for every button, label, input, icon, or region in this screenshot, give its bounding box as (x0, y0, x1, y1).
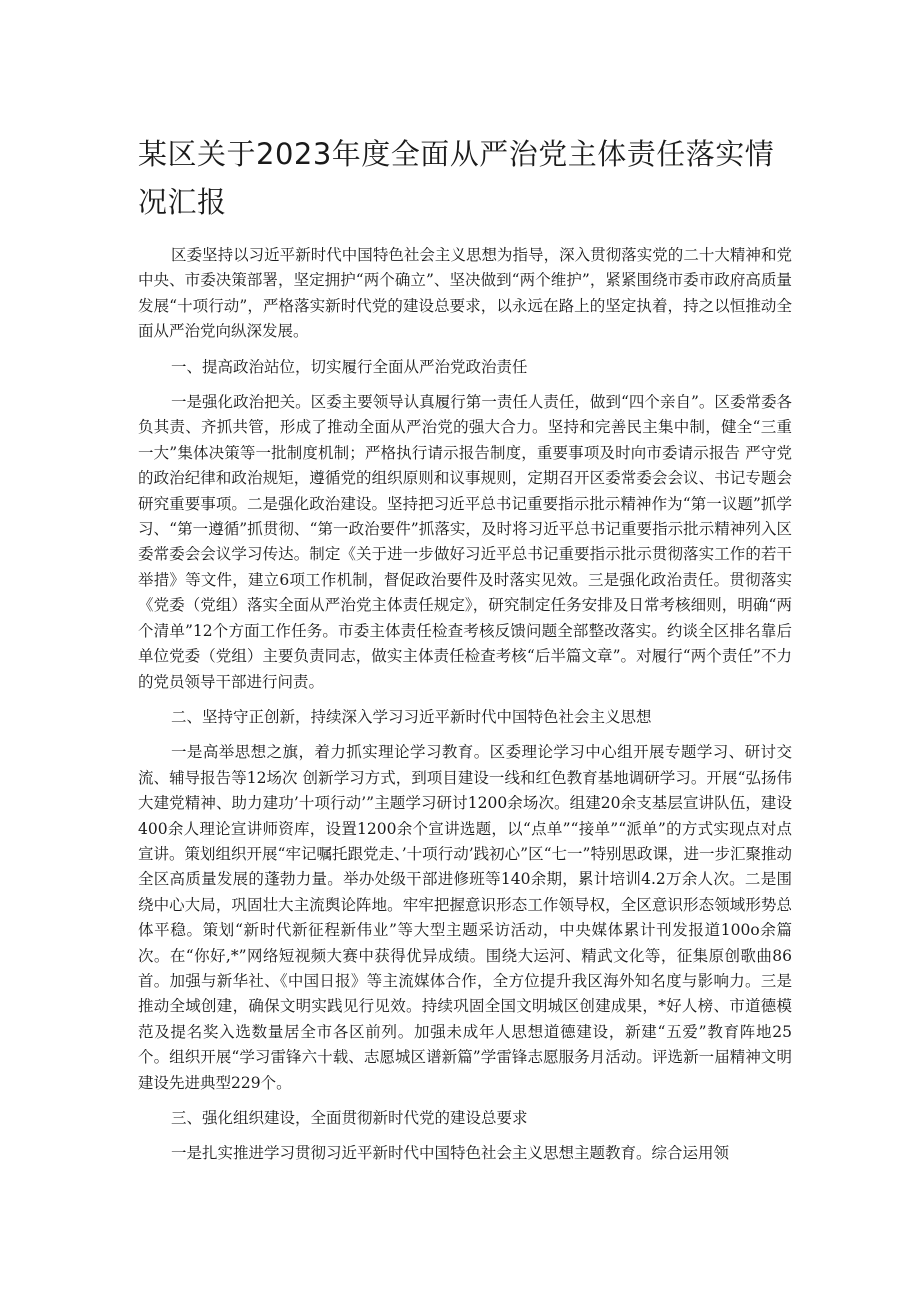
section-heading-2: 二、坚持守正创新，持续深入学习习近平新时代中国特色社会主义思想 (171, 707, 652, 726)
document-body (138, 243, 792, 1177)
intro-paragraph: 区委坚持以习近平新时代中国特色社会主义思想为指导，深入贯彻落实党的二十大精神和党中央、市委决策部署，坚定拥护“两个确立”、坚决做到“两个维护”，紧紧围绕市委市政府高质量发展“十项行动”，严格落实新时代党的建设总要求，以永远在路上的坚定执着，持之以恒推动全面从严治党向纵深发展。 (138, 246, 792, 341)
section-1-paragraph: 一是强化政治把关。区委主要领导认真履行第一责任人责任，做到“四个亲自”。区委常委各负其责、齐抓共管，形成了推动全面从严治党的强大合力。坚持和完善民主集中制，健全“三重一大”集体决策等一批制度机制；严格执行请示报告制度，重要事项及时向市委请示报告 严守党的政治纪律和政治规矩，遵循党的组织原则和议事规则，定期召开区委常委会会议、书记专题会研究重要事项。二是强化政治建设。坚持把习近平总书记重要指示批示精神作为“第一议题”抓学习、“第一遵循”抓贯彻、“第一政治要件”抓落实，及时将习近平总书记重要指示批示精神列入区委常委会会议学习传达。制定《关于进一步做好习近平总书记重要指示批示贯彻落实工作的若干举措》等文件，建立6项工作机制，督促政治要件及时落实见效。三是强化政治责任。贯彻落实《党委（党组）落实全面从严治党主体责任规定》，研究制定任务安排及日常考核细则，明确“两个清单”12个方面工作任务。市委主体责任检查考核反馈问题全部整改落实。约谈全区排名靠后单位党委（党组）主要负责同志，做实主体责任检查考核“后半篇文章”。对履行“两个责任”不力的党员领导干部进行问责。 (138, 393, 792, 691)
section-2-paragraph: 一是高举思想之旗，着力抓实理论学习教育。区委理论学习中心组开展专题学习、研讨交流、辅导报告等12场次 创新学习方式，到项目建设一线和红色教育基地调研学习。开展“弘扬伟大建党精神、助力建功’十项行动’”主题学习研讨1200余场次。组建20余支基层宣讲队伍，建设400余人理论宣讲师资库，设置1200余个宣讲选题，以“点单”“接单”“派单”的方式实现点对点宣讲。策划组织开展“牢记嘱托跟党走、’十项行动’践初心”区“七一”特别思政课，进一步汇聚推动全区高质量发展的蓬勃力量。举办处级干部进修班等140余期，累计培训4.2万余人次。二是围绕中心大局，巩固壮大主流舆论阵地。牢牢把握意识形态工作领导权，全区意识形态领域形势总体平稳。策划“新时代新征程新伟业”等大型主题采访活动，中央媒体累计刊发报道100o余篇次。在“你好,*”网络短视频大赛中获得优异成绩。围绕大运河、精武文化等，征集原创歌曲86首。加强与新华社、《中国日报》等主流媒体合作，全方位提升我区海外知名度与影响力。三是推动全域创建，确保文明实践见行见效。持续巩固全国文明城区创建成果，*好人榜、市道德模范及提名奖入选数量居全市各区前列。加强未成年人思想道德建设，新建“五爱”教育阵地25个。组织开展“学习雷锋六十载、志愿城区谱新篇”学雷锋志愿服务月活动。评选新一届精神文明建设先进典型229个。 (138, 743, 792, 1092)
section-heading-3: 三、强化组织建设，全面贯彻新时代党的建设总要求 (171, 1109, 528, 1127)
section-3-paragraph: 一是扎实推进学习贯彻习近平新时代中国特色社会主义思想主题教育。综合运用领 (171, 1144, 730, 1163)
section-heading-1: 一、提高政治站位，切实履行全面从严治党政治责任 (171, 357, 528, 376)
document-title: 某区关于2023年度全面从严治党主体责任落实情况汇报 (138, 137, 775, 219)
